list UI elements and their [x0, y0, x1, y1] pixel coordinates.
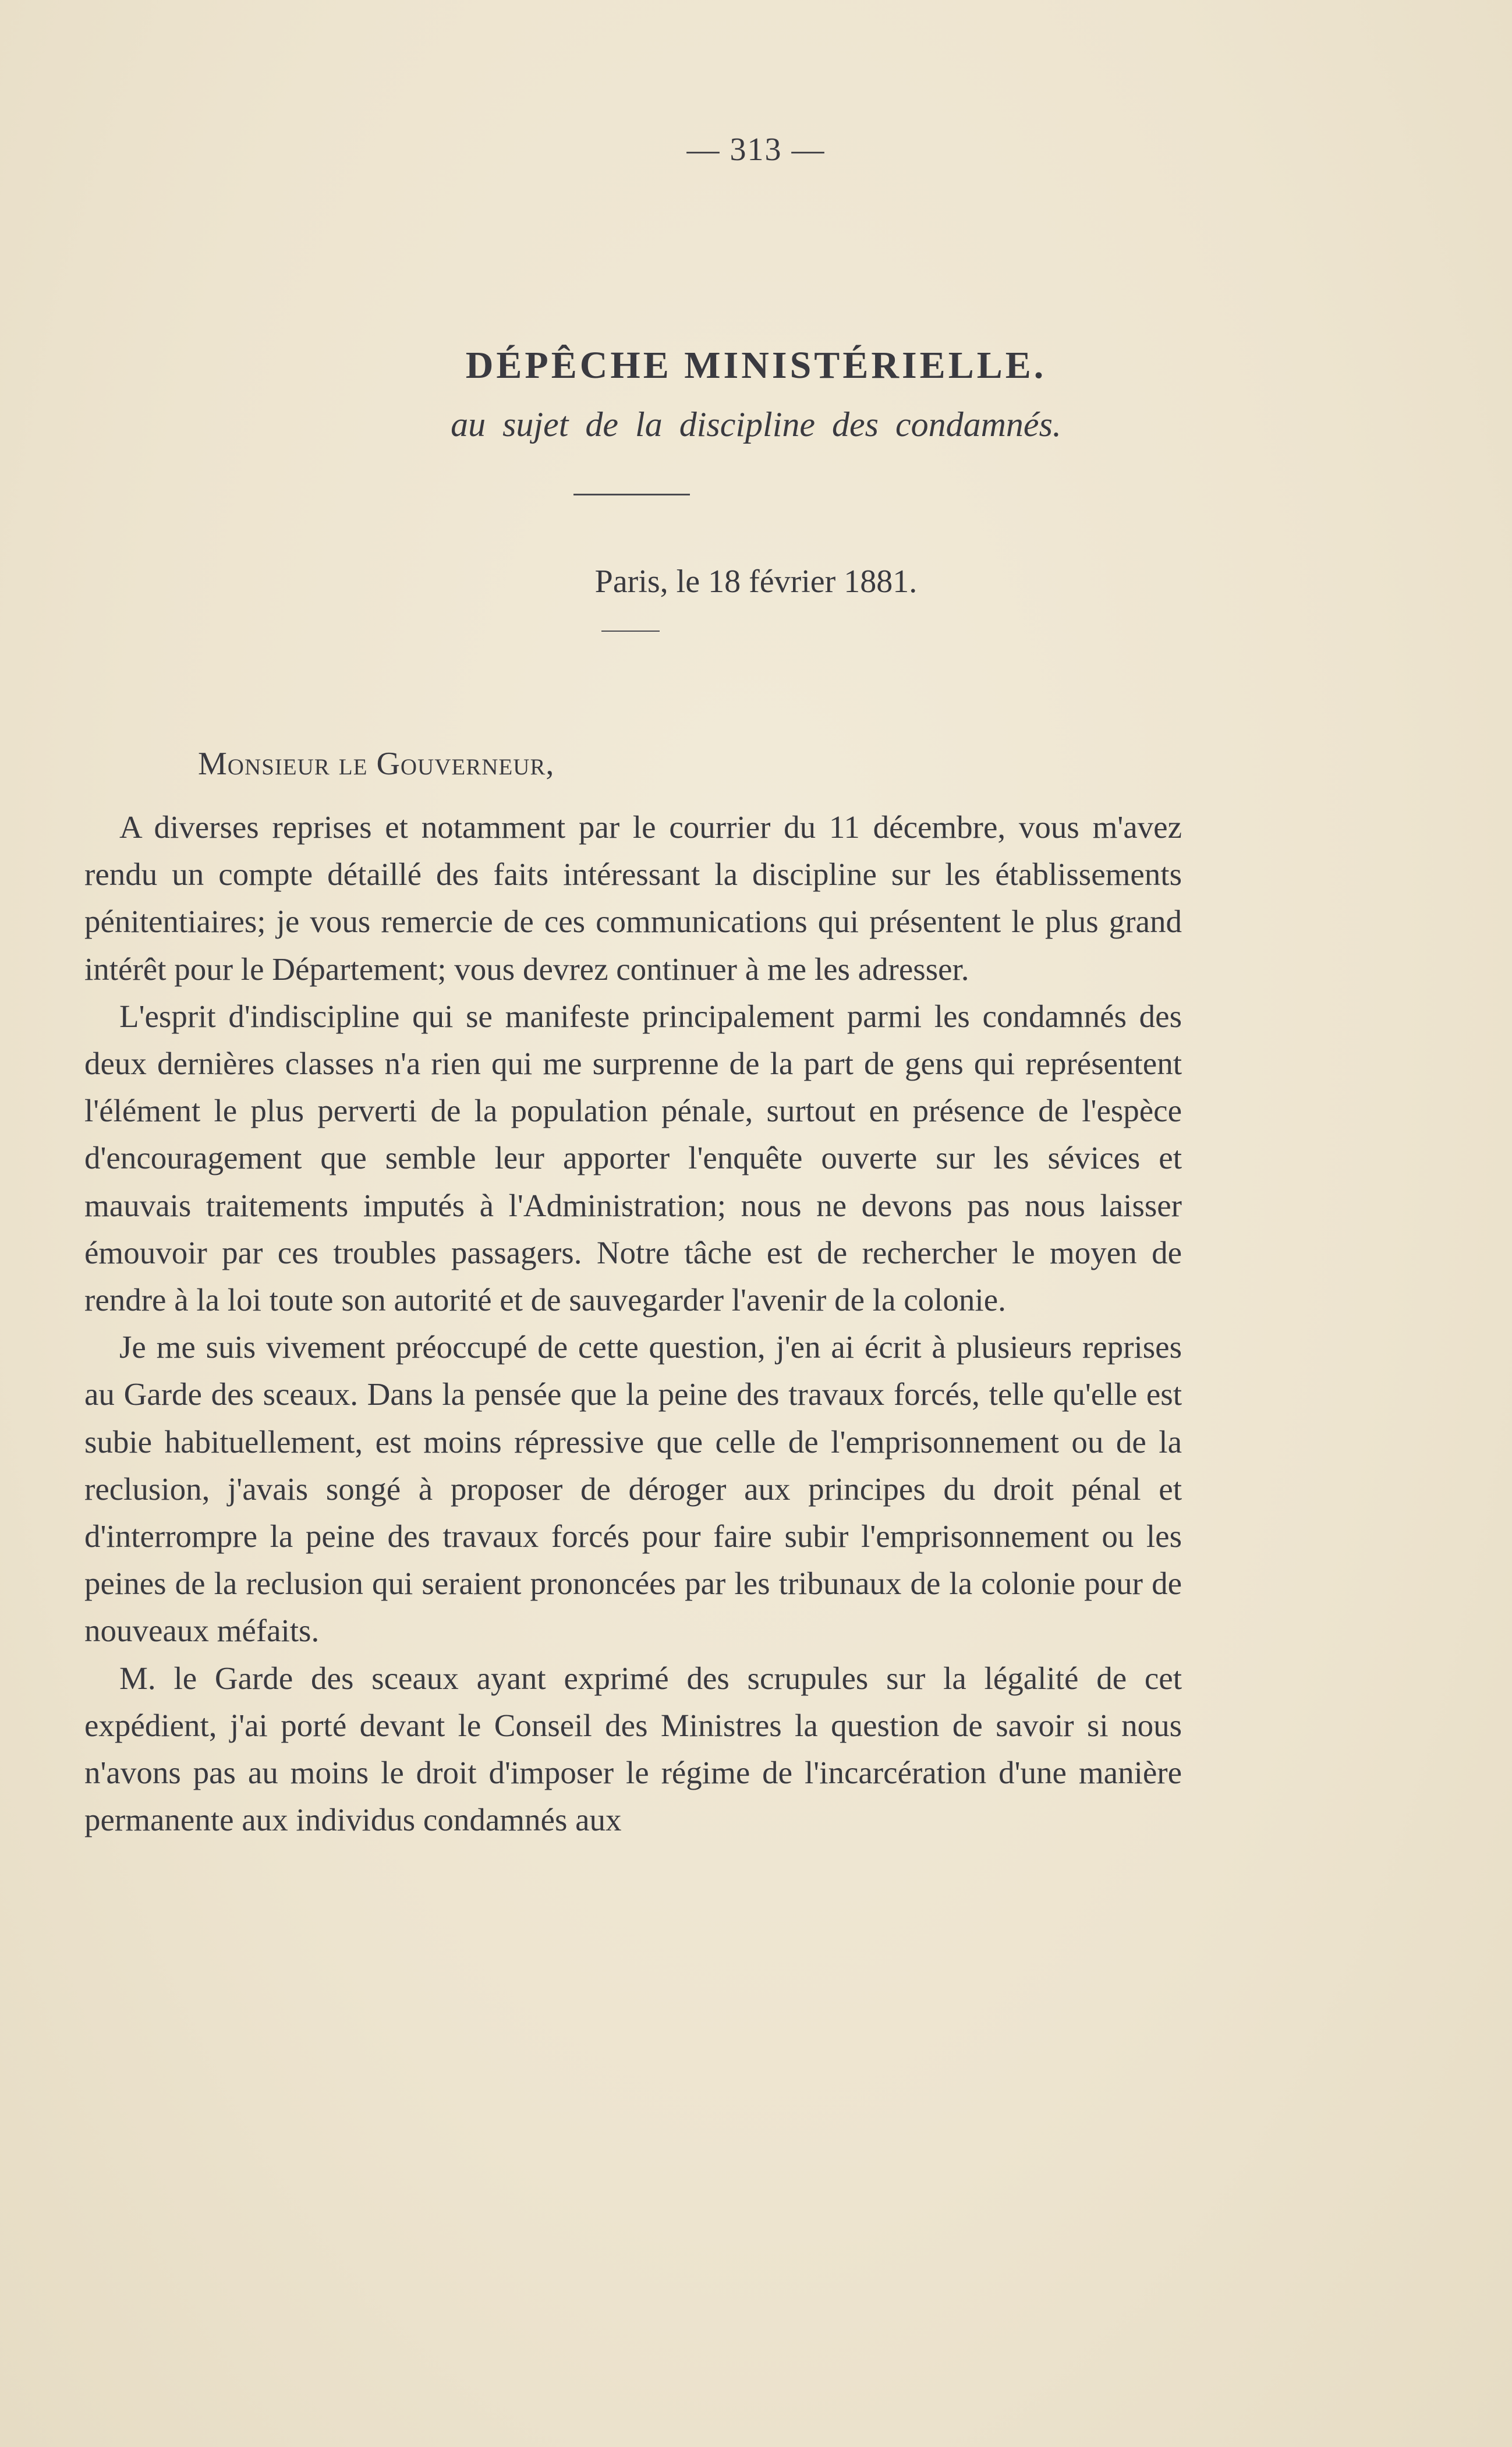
paragraph: L'esprit d'indiscipline qui se manifeste principalement parmi les condamnés des deux dernières classes n'a rien qui me surprenne de la part de gens qui représentent l'élément le plus perverti de la population pénale, surtout en présence de l'espèce d'encouragement que semble leur apporter l'enquête ouverte sur les sévices et mauvais traitements imputés à l'Administration; nous ne devons pas nous laisser émouvoir par ces troubles passagers. Notre tâche est de rechercher le moyen de rendre à la loi toute son autorité et de sauvegarder l'avenir de la colonie. — [84, 998, 1182, 1318]
paragraph: M. le Garde des sceaux ayant exprimé des scrupules sur la légalité de cet expédient, j'ai porté devant le Conseil des Ministres la question de savoir si nous n'avons pas au moins le droit d'imposer le régime de l'incarcération d'une manière permanente aux individus condamnés aux — [84, 1660, 1182, 1838]
paragraph: A diverses reprises et notamment par le courrier du 11 décembre, vous m'avez rendu un compte détaillé des faits intéressant la discipline sur les établissements pénitentiaires; je vous remercie de ces communications qui présentent le plus grand intérêt pour le Département; vous devrez continuer à me les adresser. — [84, 809, 1182, 987]
salutation: Monsieur le Gouverneur, — [198, 746, 555, 782]
document-subtitle: au sujet de la discipline des condamnés. — [451, 405, 1061, 444]
paragraph: Je me suis vivement préoccupé de cette question, j'en ai écrit à plusieurs reprises au Garde des sceaux. Dans la pensée que la peine des travaux forcés, telle qu'elle est subie habituellement, est moins répressive que celle de l'emprisonnement ou de la reclusion, j'avais songé à proposer de déroger aux principes du droit pénal et d'interrompre la peine des travaux forcés pour faire subir l'emprisonnement ou les peines de la reclusion qui seraient prononcées par les tribunaux de la colonie pour de nouveaux méfaits. — [84, 1329, 1182, 1649]
document-title: DÉPÊCHE MINISTÉRIELLE. — [465, 344, 1047, 387]
divider-rule-short — [601, 631, 660, 632]
divider-rule — [573, 494, 690, 495]
dateline: Paris, le 18 février 1881. — [594, 564, 918, 600]
letter-body — [84, 803, 1182, 1843]
page-number: — 313 — — [686, 132, 826, 168]
